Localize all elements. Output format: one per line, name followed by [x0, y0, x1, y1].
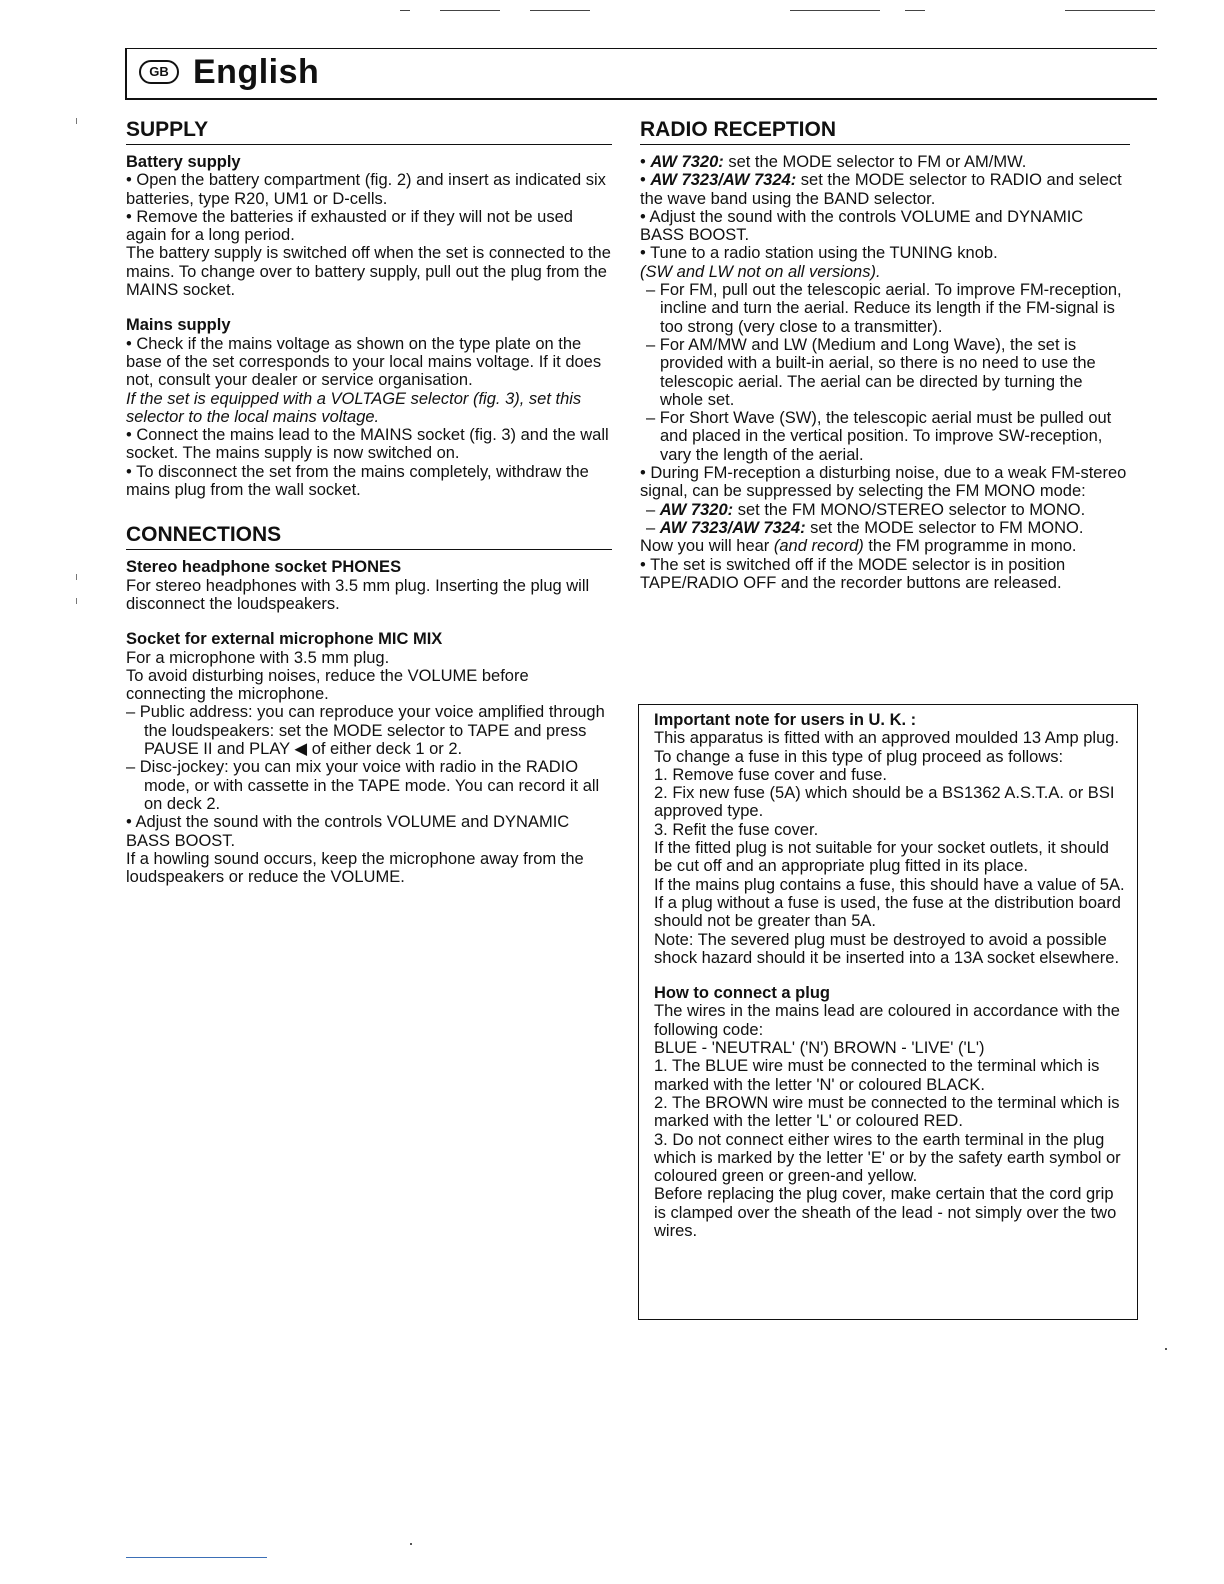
model-label: AW 7320:	[650, 153, 724, 171]
radio-dash-item: – For Short Wave (SW), the telescopic aerial must be pulled out and placed in the vertical position. To improve SW-reception, vary the length of the aerial.	[646, 409, 1112, 464]
scan-artifact	[1065, 10, 1155, 11]
radio-bullet-text: set the MODE selector to RADIO and select the wave band using the BAND selector.	[640, 171, 1122, 208]
phones-heading: Stereo headphone socket PHONES	[126, 558, 402, 577]
uk-note-line: 2. Fix new fuse (5A) which should be a BS1362 A.S.T.A. or BSI approved type.	[654, 784, 1115, 821]
uk-note-line: 1. Remove fuse cover and fuse.	[654, 765, 887, 784]
mains-line: • Check if the mains voltage as shown on the type plate on the base of the set corresponds to your local mains voltage. If it does not, consult your dealer or service organisation.	[126, 334, 602, 390]
radio-bullet: • During FM-reception a disturbing noise, due to a weak FM-stereo signal, can be suppressed by selecting the FM MONO mode:	[640, 464, 1127, 501]
radio-bullet-text: set the MODE selector to FM or AM/MW.	[723, 153, 1027, 171]
mono-result	[640, 537, 1130, 555]
mono-item-text: set the FM MONO/STEREO selector to MONO.	[733, 500, 1086, 519]
scan-artifact	[790, 10, 880, 11]
scan-artifact	[400, 10, 410, 11]
radio-bullet: • The set is switched off if the MODE selector is in position TAPE/RADIO OFF and the recorder buttons are released.	[640, 555, 1066, 592]
plug-line: 1. The BLUE wire must be connected to the terminal which is marked with the letter 'N' or coloured BLACK.	[654, 1057, 1100, 1094]
mains-supply-heading: Mains supply	[126, 316, 231, 335]
plug-heading: How to connect a plug	[654, 984, 830, 1003]
connections-title: CONNECTIONS	[126, 523, 612, 550]
radio-bullet: • Adjust the sound with the controls VOLUME and DYNAMIC BASS BOOST.	[640, 207, 1084, 245]
mono-result-text: Now you will hear	[640, 537, 774, 556]
sw-lw-note: (SW and LW not on all versions).	[640, 262, 881, 281]
right-column	[640, 118, 1130, 592]
mic-line: To avoid disturbing noises, reduce the VOLUME before connecting the microphone.	[126, 666, 529, 704]
uk-note-line: This apparatus is fitted with an approved moulded 13 Amp plug.	[654, 729, 1120, 748]
mains-line: • To disconnect the set from the mains completely, withdraw the mains plug from the wall socket.	[126, 462, 589, 500]
model-label: AW 7323/AW 7324:	[659, 518, 806, 537]
radio-bullet: • Tune to a radio station using the TUNING knob.	[640, 244, 998, 263]
scan-artifact	[440, 10, 500, 11]
model-label: AW 7320:	[659, 500, 734, 519]
mono-result-text: the FM programme in mono.	[863, 537, 1077, 556]
supply-title: SUPPLY	[126, 118, 612, 145]
radio-bullet: • AW 7320: set the MODE selector to FM or AM/MW.	[640, 153, 1027, 171]
plug-line: 2. The BROWN wire must be connected to the terminal which is marked with the letter 'L' or coloured RED.	[654, 1093, 1120, 1131]
mic-heading: Socket for external microphone MIC MIX	[126, 630, 443, 649]
footer-rule	[126, 1557, 267, 1558]
phones-text: For stereo headphones with 3.5 mm plug. Inserting the plug will disconnect the loudspeakers.	[126, 576, 590, 613]
plug-line: BLUE - 'NEUTRAL' ('N') BROWN - 'LIVE' ('L')	[654, 1039, 985, 1058]
plug-line: 3. Do not connect either wires to the earth terminal in the plug which is marked by the letter 'E' or by the safety earth symbol or coloured green or green-and yellow.	[654, 1130, 1121, 1186]
mic-dash-item: – Public address: you can reproduce your voice amplified through the loudspeakers: set the MODE selector to TAPE and press PAUSE II and PLAY ◀ of either deck 1 or 2.	[126, 703, 605, 759]
mono-item: – AW 7323/AW 7324: set the MODE selector to FM MONO.	[646, 518, 1084, 537]
model-label: AW 7323/AW 7324:	[650, 171, 797, 190]
scan-artifact	[76, 118, 77, 124]
battery-supply-heading: Battery supply	[126, 153, 241, 171]
radio-reception-title: RADIO RECEPTION	[640, 118, 1130, 145]
scan-artifact	[410, 1543, 412, 1545]
uk-note-line: 3. Refit the fuse cover.	[654, 820, 819, 839]
uk-note-line: If the fitted plug is not suitable for your socket outlets, it should be cut off and an appropriate plug fitted in its place.	[654, 839, 1109, 876]
uk-important-note-box	[638, 704, 1138, 1320]
uk-note-heading: Important note for users in U. K. :	[654, 711, 917, 729]
mono-item: – AW 7320: set the FM MONO/STEREO selector to MONO.	[646, 500, 1086, 519]
uk-note-line: To change a fuse in this type of plug proceed as follows:	[654, 747, 1064, 766]
radio-dash-item: – For FM, pull out the telescopic aerial. To improve FM-reception, incline and turn the aerial. Reduce its length if the FM-signal is too strong (very close to a transmitter).	[646, 281, 1122, 336]
mains-line: • Connect the mains lead to the MAINS socket (fig. 3) and the wall socket. The mains supply is now switched on.	[126, 426, 609, 463]
mic-closing-line: If a howling sound occurs, keep the microphone away from the loudspeakers or reduce the VOLUME.	[126, 849, 584, 887]
battery-line: • Remove the batteries if exhausted or if they will not be used again for a long period.	[126, 207, 573, 245]
mains-voltage-note: If the set is equipped with a VOLTAGE selector (fig. 3), set this selector to the local mains voltage.	[126, 389, 582, 426]
language-header	[125, 48, 1157, 100]
mic-line: For a microphone with 3.5 mm plug.	[126, 648, 390, 667]
battery-line: The battery supply is switched off when the set is connected to the mains. To change over to battery supply, pull out the plug from the MAINS socket.	[126, 244, 611, 300]
scan-artifact	[1165, 1348, 1167, 1350]
plug-line: Before replacing the plug cover, make certain that the cord grip is clamped over the sheath of the lead - not simply over the two wires.	[654, 1185, 1117, 1241]
mic-closing-line: • Adjust the sound with the controls VOLUME and DYNAMIC BASS BOOST.	[126, 813, 570, 850]
mic-dash-item: – Disc-jockey: you can mix your voice with radio in the RADIO mode, or with cassette in the TAPE mode. You can record it all on deck 2.	[126, 758, 600, 813]
mono-result-italic: (and record)	[773, 537, 864, 556]
scan-artifact	[76, 574, 77, 580]
page-title: English	[193, 53, 320, 91]
scan-artifact	[905, 10, 925, 11]
radio-dash-item: – For AM/MW and LW (Medium and Long Wave), the set is provided with a built-in aerial, so there is no need to use the telescopic aerial. The aerial can be directed by turning the whole set.	[646, 335, 1096, 409]
scan-artifact	[76, 598, 77, 604]
battery-line: • Open the battery compartment (fig. 2) and insert as indicated six batteries, type R20, UM1 or D-cells.	[126, 171, 606, 208]
gb-country-badge: GB	[139, 60, 179, 84]
mono-item-text: set the MODE selector to FM MONO.	[805, 518, 1084, 537]
radio-bullet: • AW 7323/AW 7324: set the MODE selector to RADIO and select the wave band using the BAND selector.	[640, 171, 1122, 208]
scan-artifact	[530, 10, 590, 11]
uk-note-line: If the mains plug contains a fuse, this should have a value of 5A. If a plug without a fuse is used, the fuse at the distribution board should not be greater than 5A.	[654, 875, 1125, 931]
plug-line: The wires in the mains lead are coloured in accordance with the following code:	[654, 1002, 1120, 1039]
left-column	[126, 118, 612, 886]
uk-note-line: Note: The severed plug must be destroyed to avoid a possible shock hazard should it be inserted into a 13A socket elsewhere.	[654, 930, 1120, 967]
